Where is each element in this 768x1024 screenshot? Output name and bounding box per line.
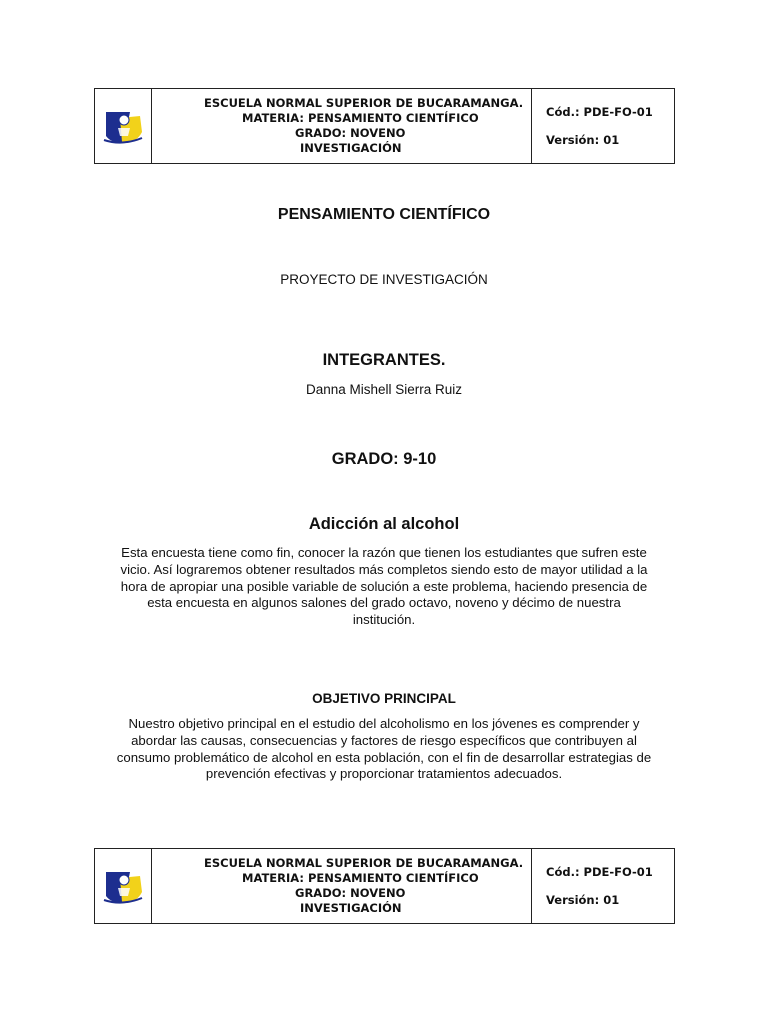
header-code-cell (532, 849, 674, 923)
document-header-bottom (94, 848, 675, 924)
header-code-cell (532, 89, 674, 163)
project-subtitle: PROYECTO DE INVESTIGACIÓN (280, 272, 488, 287)
topic-heading: Adicción al alcohol (308, 515, 460, 533)
document-code: Cód.: PDE-FO-01 (546, 865, 653, 879)
paragraph-line: esta encuesta en algunos salones del grado octavo, noveno y décimo de nuestra (147, 595, 621, 611)
paragraph-line: hora de apropiar una posible variable de solución a este problema, haciendo presencia de (120, 578, 648, 594)
document-version: Versión: 01 (546, 893, 620, 907)
paragraph-line: Nuestro objetivo principal en el estudio del alcoholismo en los jóvenes es comprender y (128, 716, 640, 731)
grade-heading: GRADO: 9-10 (331, 450, 437, 468)
document-version: Versión: 01 (546, 133, 620, 147)
school-crest-icon (100, 866, 146, 906)
school-crest-icon (100, 106, 146, 146)
page-title: PENSAMIENTO CIENTÍFICO (277, 206, 491, 223)
document-code: Cód.: PDE-FO-01 (546, 105, 653, 119)
paragraph-line: prevención efectivas y proporcionar tratamientos adecuados. (205, 766, 563, 782)
logo-cell (95, 89, 152, 163)
paragraph-line: institución. (352, 612, 416, 628)
school-name: ESCUELA NORMAL SUPERIOR DE BUCARAMANGA. (204, 96, 524, 110)
paragraph-line: vicio. Así lograremos obtener resultados más completos siendo esto de mayor utilidad a la (120, 561, 648, 577)
objective-paragraph (94, 716, 674, 783)
header-title-cell (152, 849, 532, 923)
objective-heading: OBJETIVO PRINCIPAL (312, 691, 456, 706)
paragraph-line: consumo problemático de alcohol en esta población, con el fin de desarrollar estrategias de (116, 749, 652, 765)
school-name: ESCUELA NORMAL SUPERIOR DE BUCARAMANGA. (204, 856, 524, 870)
subject-label: MATERIA: PENSAMIENTO CIENTÍFICO (242, 871, 479, 885)
type-label: INVESTIGACIÓN (300, 141, 402, 155)
type-label: INVESTIGACIÓN (300, 901, 402, 915)
document-header-top (94, 88, 675, 164)
logo-cell (95, 849, 152, 923)
members-heading: INTEGRANTES. (322, 351, 446, 369)
grade-label: GRADO: NOVENO (295, 126, 406, 140)
paragraph-line: Esta encuesta tiene como fin, conocer la razón que tienen los estudiantes que sufren este (121, 545, 647, 560)
subject-label: MATERIA: PENSAMIENTO CIENTÍFICO (242, 111, 479, 125)
grade-label: GRADO: NOVENO (295, 886, 406, 900)
header-title-cell (152, 89, 532, 163)
topic-paragraph (94, 545, 674, 629)
member-name: Danna Mishell Sierra Ruiz (305, 382, 463, 397)
paragraph-line: abordar las causas, consecuencias y factores de riesgo específicos que contribuyen al (131, 732, 637, 748)
